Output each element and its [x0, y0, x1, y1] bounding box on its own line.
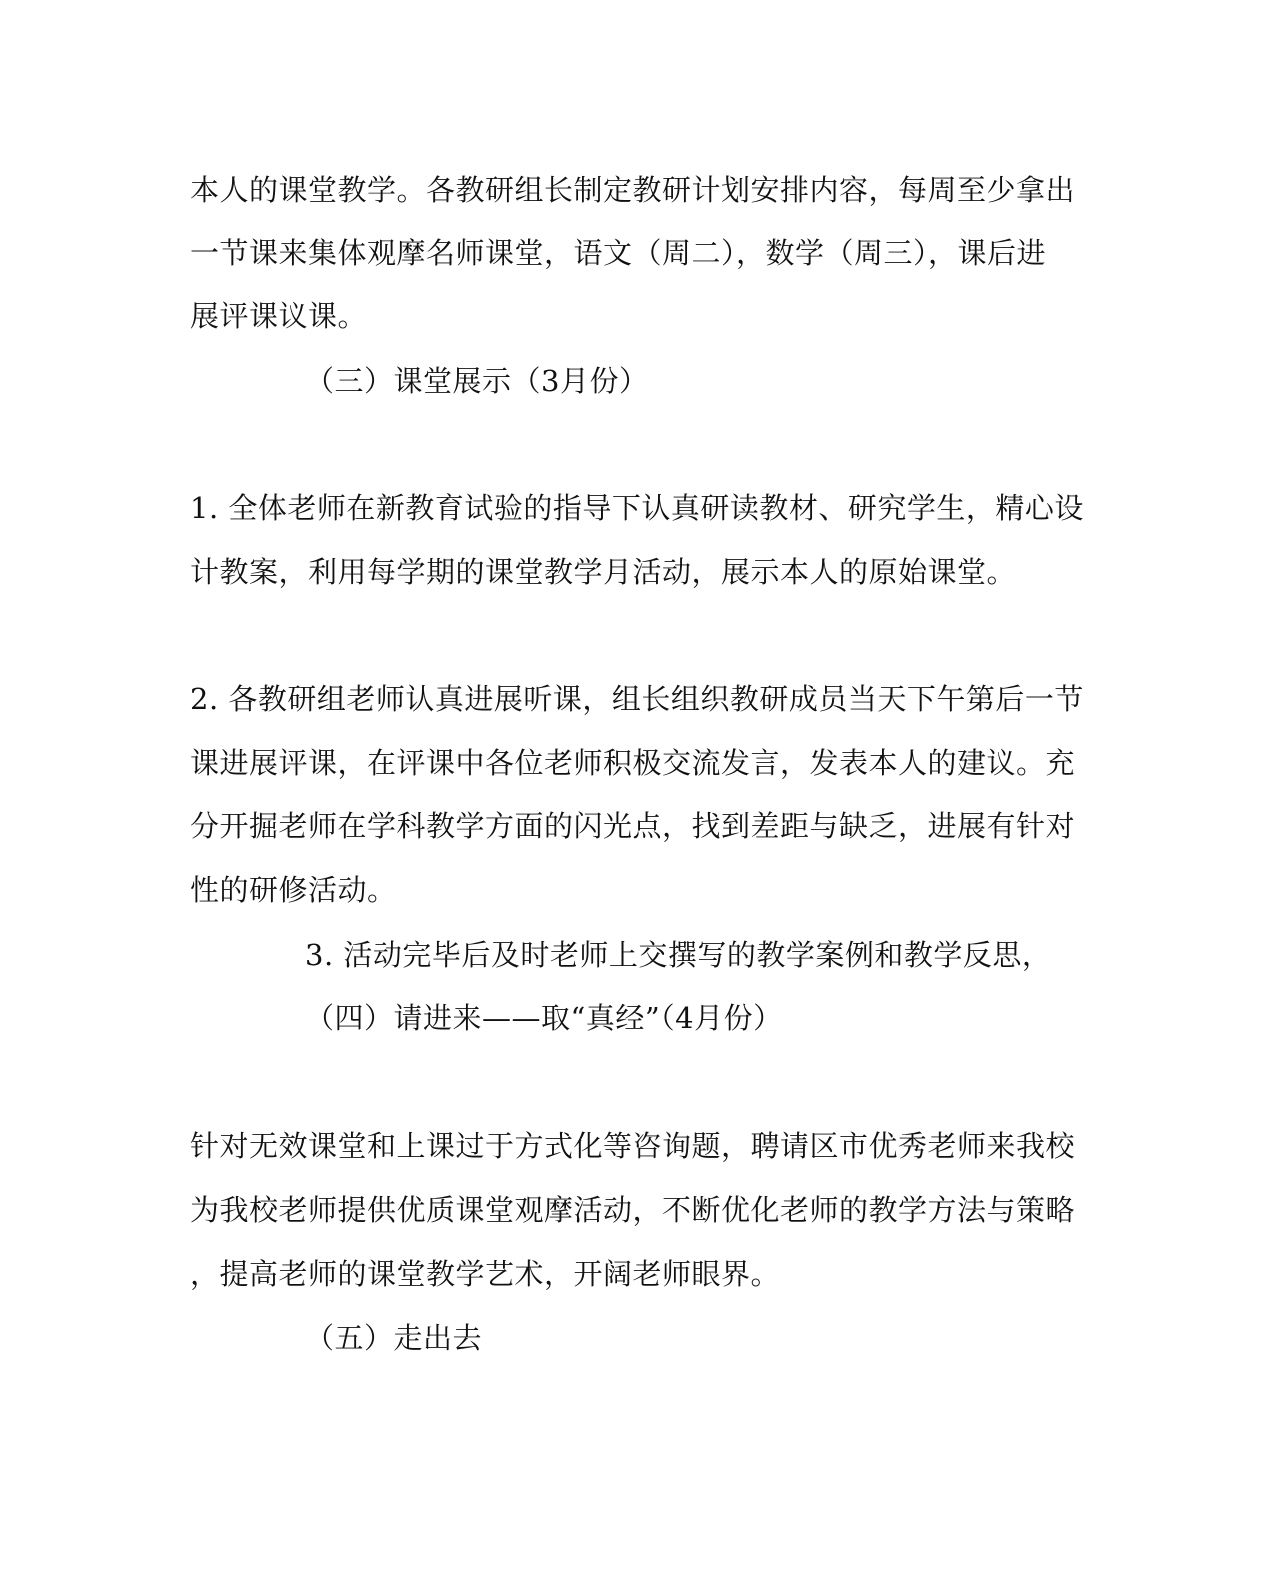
list-item-2-line: 课进展评课，在评课中各位老师积极交流发言，发表本人的建议。充 [190, 746, 1076, 780]
list-item-1-line: 1. 全体老师在新教育试验的指导下认真研读教材、研究学生，精心设 [190, 491, 1084, 525]
list-item-2-line: 性的研修活动。 [190, 873, 397, 907]
paragraph-line: 为我校老师提供优质课堂观摩活动，不断优化老师的教学方法与策略 [190, 1193, 1076, 1227]
section-heading-3: （三）课堂展示（3月份） [305, 364, 649, 398]
paragraph-line: 一节课来集体观摩名师课堂，语文（周二），数学（周三），课后进 [190, 236, 1047, 270]
list-item-1-line: 计教案，利用每学期的课堂教学月活动，展示本人的原始课堂。 [190, 555, 1017, 589]
paragraph-line: 本人的课堂教学。各教研组长制定教研计划安排内容，每周至少拿出 [190, 173, 1076, 207]
section-heading-4: （四）请进来——取“真经”（4月份） [305, 1001, 783, 1035]
section-heading-5: （五）走出去 [305, 1321, 483, 1355]
paragraph-line: 展评课议课。 [190, 299, 368, 333]
list-item-2-line: 分开掘老师在学科教学方面的闪光点，找到差距与缺乏，进展有针对 [190, 809, 1076, 843]
paragraph-line: 针对无效课堂和上课过于方式化等咨询题，聘请区市优秀老师来我校 [190, 1129, 1076, 1163]
list-item-2-line: 2. 各教研组老师认真进展听课，组长组织教研成员当天下午第后一节 [190, 682, 1084, 716]
paragraph-line: ，提高老师的课堂教学艺术，开阔老师眼界。 [190, 1257, 781, 1291]
list-item-3: 3. 活动完毕后及时老师上交撰写的教学案例和教学反思， [305, 938, 1052, 972]
